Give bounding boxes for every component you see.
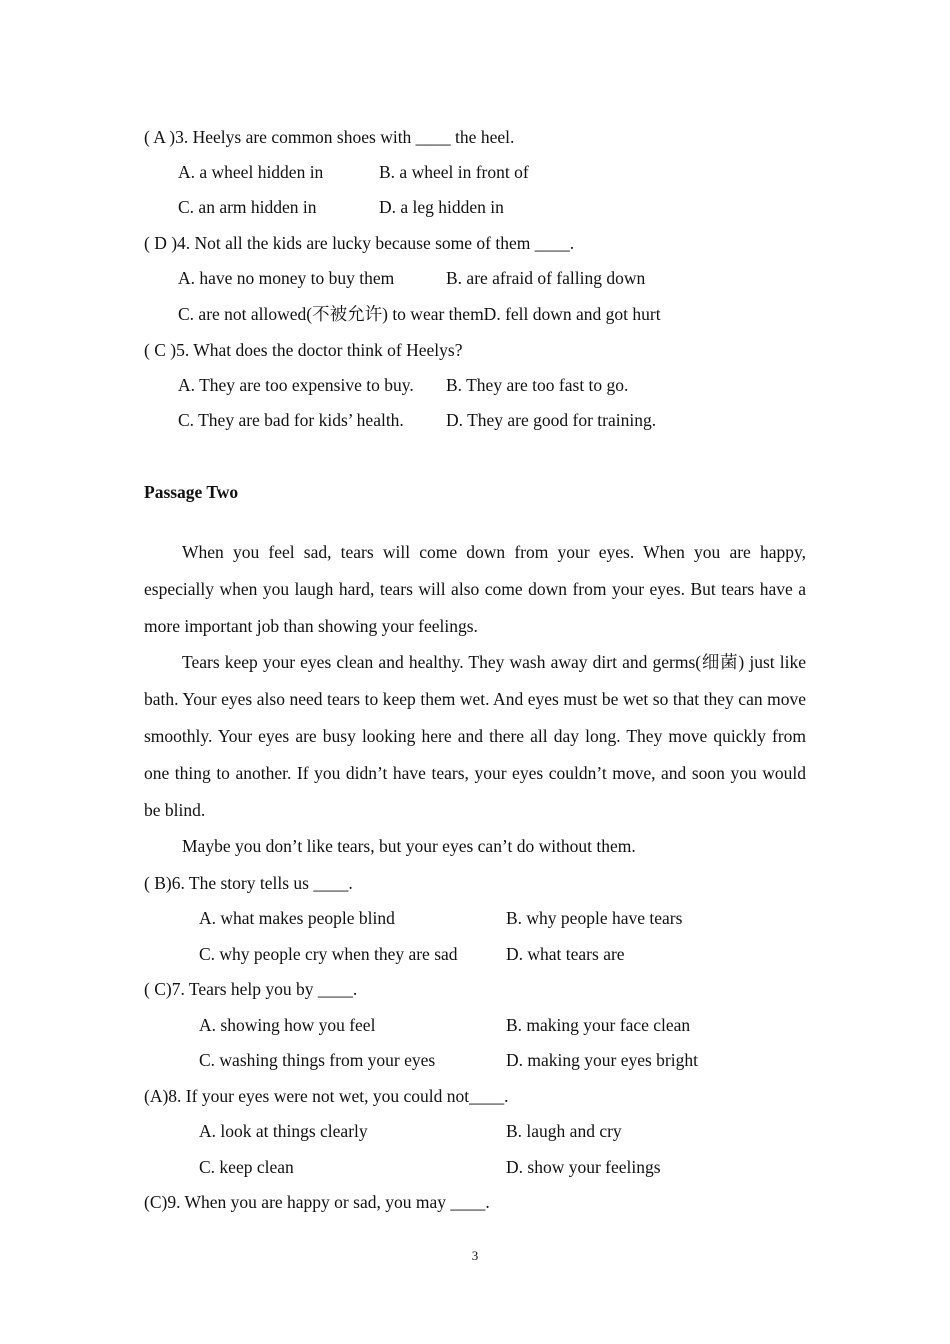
question-3-option-c: C. an arm hidden in	[178, 197, 317, 217]
question-5-option-c: C. They are bad for kids’ health.	[178, 410, 404, 430]
question-9-stem: (C)9. When you are happy or sad, you may ____.	[144, 1192, 490, 1212]
page-number: 3	[471, 1248, 479, 1263]
question-4-stem: ( D )4. Not all the kids are lucky because some of them ____.	[144, 233, 575, 253]
question-3-stem: ( A )3. Heelys are common shoes with ____ the heel.	[144, 127, 515, 147]
passage-paragraph-3: Maybe you don’t like tears, but your eyes can’t do without them.	[182, 836, 636, 856]
question-7-option-a: A. showing how you feel	[199, 1015, 376, 1035]
question-4-option-cd: C. are not allowed(不被允许) to wear themD. fell down and got hurt	[178, 304, 661, 324]
question-8-option-d: D. show your feelings	[506, 1157, 661, 1177]
question-6-option-d: D. what tears are	[506, 944, 625, 964]
passage-two-heading: Passage Two	[144, 482, 239, 502]
question-8-option-b: B. laugh and cry	[506, 1121, 622, 1141]
question-8-stem: (A)8. If your eyes were not wet, you could not____.	[144, 1086, 509, 1106]
question-5-option-a: A. They are too expensive to buy.	[178, 375, 414, 395]
question-3-option-a: A. a wheel hidden in	[178, 162, 324, 182]
question-4-option-b: B. are afraid of falling down	[446, 268, 646, 288]
question-5-stem: ( C )5. What does the doctor think of Heelys?	[144, 340, 463, 360]
question-7-option-b: B. making your face clean	[506, 1015, 691, 1035]
question-8-option-c: C. keep clean	[199, 1157, 294, 1177]
question-6-option-c: C. why people cry when they are sad	[199, 944, 458, 964]
question-7-option-d: D. making your eyes bright	[506, 1050, 698, 1070]
question-7-option-c: C. washing things from your eyes	[199, 1050, 436, 1070]
question-7-stem: ( C)7. Tears help you by ____.	[144, 979, 358, 999]
question-8-option-a: A. look at things clearly	[199, 1121, 368, 1141]
question-6-stem: ( B)6. The story tells us ____.	[144, 873, 353, 893]
question-4-option-a: A. have no money to buy them	[178, 268, 395, 288]
question-3-option-d: D. a leg hidden in	[379, 197, 504, 217]
question-5-option-b: B. They are too fast to go.	[446, 375, 629, 395]
question-6-option-a: A. what makes people blind	[199, 908, 395, 928]
question-3-option-b: B. a wheel in front of	[379, 162, 529, 182]
passage-paragraph-1: When you feel sad, tears will come down from your eyes. When you are happy, especially when you laugh hard, tears will also come down from your eyes. But tears have a more important job than showing your feelings.	[144, 542, 806, 636]
passage-paragraph-2: Tears keep your eyes clean and healthy. They wash away dirt and germs(细菌) just like bath. Your eyes also need tears to keep them wet. And eyes must be wet so that they can move smoothly. Your eyes are busy looking here and there all day long. They move quickly from one thing to another. If you didn’t have tears, your eyes couldn’t move, and soon you would be blind.	[144, 652, 806, 820]
question-6-option-b: B. why people have tears	[506, 908, 683, 928]
question-5-option-d: D. They are good for training.	[446, 410, 657, 430]
